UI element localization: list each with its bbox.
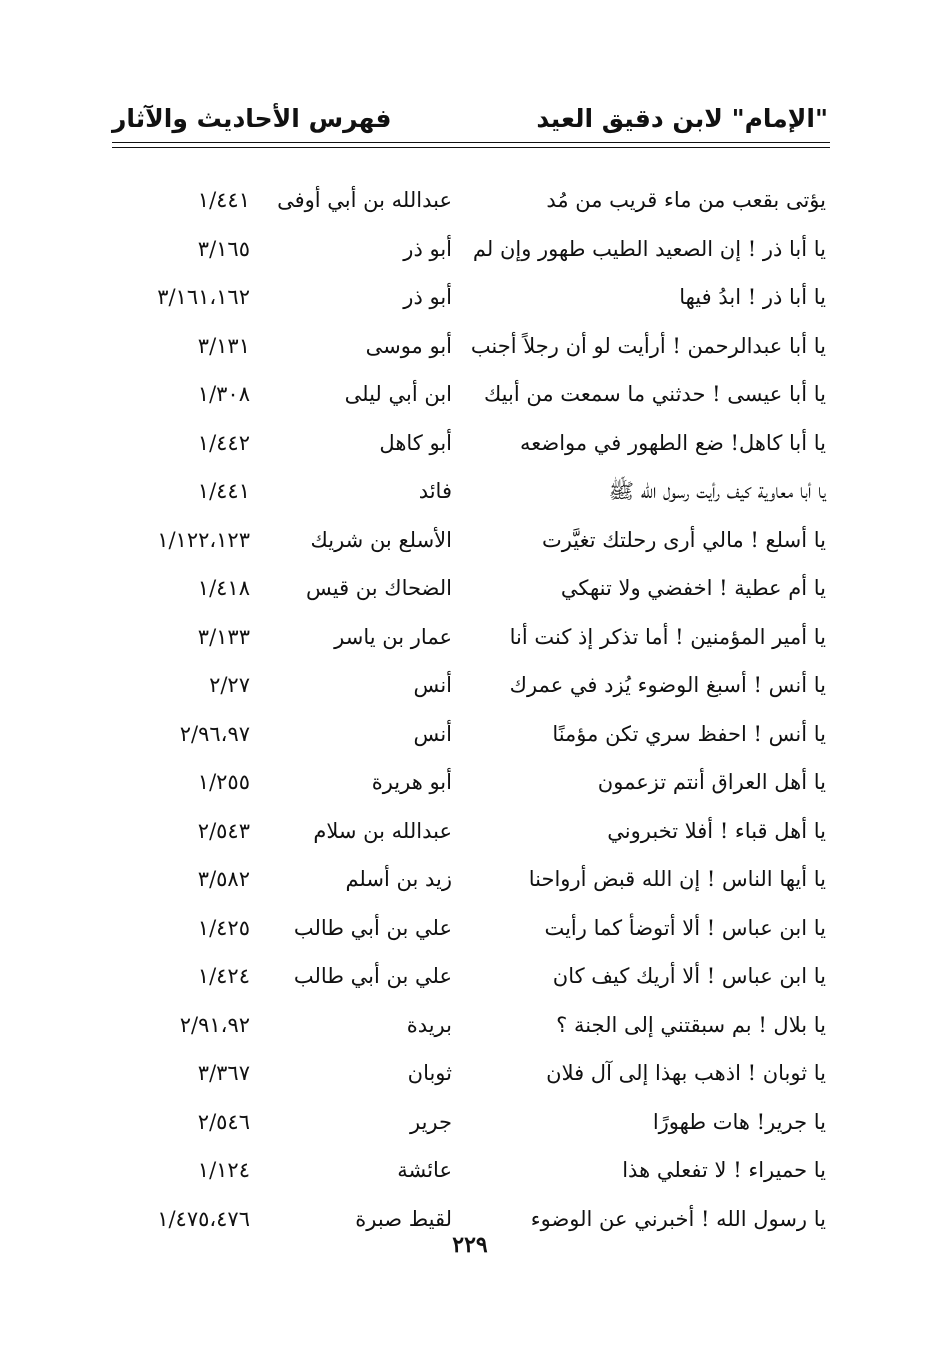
- hadith-text: يا جرير! هات طهورًا: [652, 1109, 826, 1134]
- volume-page-ref: ٣/١٦٥: [197, 236, 250, 261]
- hadith-text: يؤتى بقعب من ماء قريب من مُد: [546, 188, 826, 212]
- volume-page-ref: ٣/١٣٣: [197, 624, 250, 649]
- volume-page-ref: ٢/٢٧: [209, 673, 250, 697]
- volume-page-ref: ١/٤٤٢: [197, 430, 250, 455]
- narrator: الأسلع بن شريك: [310, 527, 452, 552]
- index-row: [0, 758, 940, 807]
- volume-page-ref: ١/٢٥٥: [197, 770, 250, 794]
- narrator: علي بن أبي طالب: [293, 964, 452, 988]
- hadith-text: يا أبا ذر ! إن الصعيد الطيب طهور وإن لم: [472, 236, 826, 261]
- hadith-text: يا حميراء ! لا تفعلي هذا: [622, 1158, 826, 1182]
- narrator: أبو موسى: [365, 333, 452, 358]
- volume-page-ref: ٢/٥٤٦: [197, 1109, 250, 1134]
- volume-page-ref: ١/٤٢٤: [197, 964, 250, 988]
- index-row: [0, 1001, 940, 1050]
- index-row: [0, 273, 940, 322]
- volume-page-ref: ٣/٣٦٧: [197, 1061, 250, 1085]
- narrator: عبدالله بن أبي أوفى: [277, 188, 452, 212]
- hadith-text: يا أيها الناس ! إن الله قبض أرواحنا: [528, 867, 826, 891]
- narrator: عمار بن ياسر: [334, 624, 452, 649]
- narrator: فائد: [418, 479, 452, 503]
- index-row: [0, 613, 940, 662]
- book-title: "الإمام" لابن دقيق العيد: [536, 104, 828, 133]
- index-row: [0, 516, 940, 565]
- hadith-text: يا أنس ! احفظ سري تكن مؤمنًا: [552, 721, 826, 746]
- narrator: علي بن أبي طالب: [293, 915, 452, 940]
- index-row: [0, 807, 940, 856]
- index-row: [0, 1146, 940, 1195]
- narrator: أبو ذر: [403, 285, 452, 309]
- hadith-text: يا ثوبان ! اذهب بهذا إلى آل فلان: [546, 1061, 826, 1085]
- index-row: [0, 952, 940, 1001]
- index-row: [0, 564, 940, 613]
- hadith-text: يا أبا عبدالرحمن ! أرأيت لو أن رجلاً أجنب: [470, 333, 826, 358]
- hadith-text: يا أبا عيسى ! حدثني ما سمعت من أبيك: [483, 382, 826, 406]
- index-row: [0, 661, 940, 710]
- hadith-text: يا بلال ! بم سبقتني إلى الجنة ؟: [556, 1012, 826, 1037]
- index-row: [0, 176, 940, 225]
- index-row: [0, 419, 940, 468]
- hadith-text: يا أهل العراق أنتم تزعمون: [597, 770, 826, 794]
- narrator: لقيط صبرة: [355, 1206, 452, 1231]
- narrator: جرير: [410, 1109, 452, 1134]
- narrator: ثوبان: [407, 1061, 452, 1085]
- index-row: [0, 467, 940, 516]
- volume-page-ref: ٣/١٣١: [197, 333, 250, 358]
- narrator: أبو كاهل: [379, 430, 452, 455]
- narrator: الضحاك بن قيس: [305, 576, 452, 600]
- index-row: [0, 855, 940, 904]
- volume-page-ref: ٣/٥٨٢: [197, 867, 250, 891]
- hadith-text: يا أمير المؤمنين ! أما تذكر إذ كنت أنا: [509, 624, 826, 649]
- index-row: [0, 1049, 940, 1098]
- index-row: [0, 904, 940, 953]
- page-number: ٢٢٩: [452, 1232, 488, 1258]
- volume-page-ref: ١/٤٧٥،٤٧٦: [157, 1206, 250, 1231]
- hadith-text: يا ابن عباس ! ألا أتوضأ كما رأيت: [544, 915, 826, 940]
- volume-page-ref: ١/١٢٢،١٢٣: [157, 527, 250, 552]
- hadith-index-list: [0, 176, 940, 1243]
- volume-page-ref: ١/٤١٨: [197, 576, 250, 600]
- narrator: عائشة: [397, 1158, 452, 1182]
- hadith-text: يا أبا ذر ! ابدُ فيها: [679, 285, 826, 309]
- narrator: أبو هريرة: [371, 770, 452, 794]
- volume-page-ref: ٢/٥٤٣: [197, 818, 250, 843]
- hadith-text: يا أهل قباء ! أفلا تخبروني: [607, 818, 826, 843]
- narrator: ابن أبي ليلى: [344, 382, 452, 406]
- narrator: أنس: [413, 721, 452, 746]
- index-row: [0, 225, 940, 274]
- volume-page-ref: ١/٤٢٥: [197, 915, 250, 940]
- volume-page-ref: ٢/٩١،٩٢: [179, 1012, 250, 1037]
- hadith-text: يا أسلع ! مالي أرى رحلتك تغيَّرت: [541, 527, 826, 552]
- header-divider: [112, 142, 830, 148]
- narrator: بريدة: [406, 1012, 452, 1037]
- index-row: [0, 370, 940, 419]
- index-row: [0, 322, 940, 371]
- hadith-text: يا ابن عباس ! ألا أريك كيف كان: [552, 964, 826, 988]
- hadith-text: يا أنس ! أسبغ الوضوء يُزد في عمرك: [509, 673, 826, 697]
- hadith-text: يا أم عطية ! اخفضي ولا تنهكي: [560, 576, 826, 600]
- index-row: [0, 710, 940, 759]
- narrator: زيد بن أسلم: [345, 867, 452, 891]
- volume-page-ref: ١/١٢٤: [197, 1158, 250, 1182]
- hadith-text: يا رسول الله ! أخبرني عن الوضوء: [530, 1206, 826, 1231]
- section-title: فهرس الأحاديث والآثار: [112, 104, 392, 133]
- volume-page-ref: ١/٤٤١: [197, 188, 250, 212]
- volume-page-ref: ٣/١٦١،١٦٢: [157, 285, 250, 309]
- narrator: أنس: [413, 673, 452, 697]
- hadith-text: يا أبا كاهل! ضع الطهور في مواضعه: [519, 430, 826, 455]
- volume-page-ref: ١/٤٤١: [197, 479, 250, 503]
- index-row: [0, 1098, 940, 1147]
- volume-page-ref: ٢/٩٦،٩٧: [179, 721, 250, 746]
- hadith-text: يا أبا معاوية كيف رأيت رسول الله ﷺ: [608, 479, 826, 503]
- narrator: عبدالله بن سلام: [313, 818, 452, 843]
- volume-page-ref: ١/٣٠٨: [197, 382, 250, 406]
- narrator: أبو ذر: [403, 236, 452, 261]
